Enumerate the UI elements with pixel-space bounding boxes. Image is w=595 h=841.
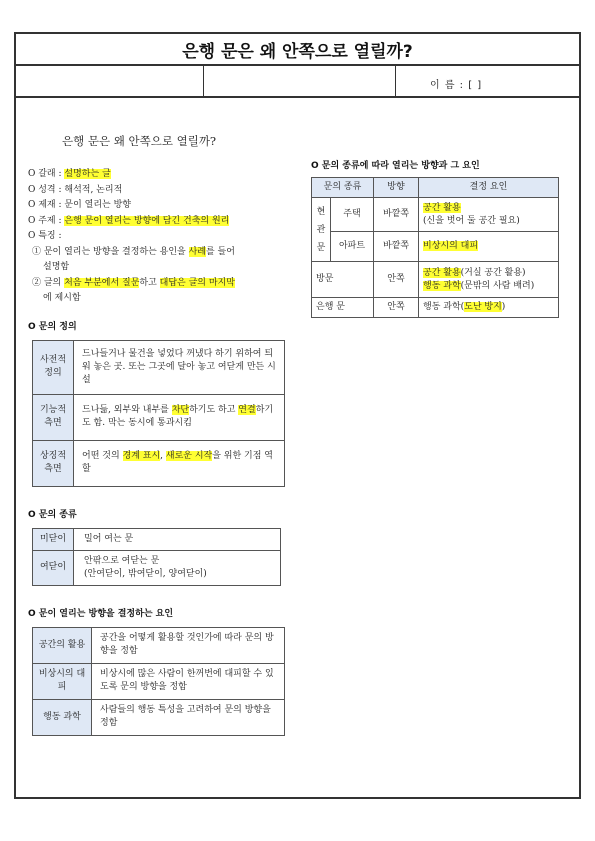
- topic-line: O 제재 : 문이 열리는 방향: [28, 200, 131, 210]
- definition-highlight: 새로운 시작: [165, 451, 213, 461]
- genre-value: 설명하는 글: [64, 169, 111, 179]
- types-table: [32, 528, 281, 586]
- type-key: 미닫이: [33, 528, 74, 550]
- factor-value: 공간을 어떻게 활용할 것인가에 따라 문의 방향을 정함: [92, 627, 285, 663]
- table-row: [33, 440, 285, 486]
- definition-text: 하기도 함. 막는 동시에 통과시킴: [82, 405, 274, 428]
- apartment-factor: [419, 232, 559, 262]
- col-header-type: 문의 종류: [312, 178, 374, 198]
- type-key: 여닫이: [33, 550, 74, 585]
- type-value: [74, 550, 281, 585]
- house-cell: 주택: [331, 198, 374, 232]
- definition-key: 사전적 정의: [33, 340, 74, 394]
- theme-line: [28, 214, 288, 230]
- worksheet-title: 은행 문은 왜 안쪽으로 열릴까?: [14, 32, 581, 66]
- room-cell: 방문: [312, 262, 374, 298]
- definition-key: 상징적 측면: [33, 440, 74, 486]
- theme-value: 은행 문이 열리는 방향에 담긴 건축의 원리: [64, 215, 230, 226]
- house-direction: 바깥쪽: [374, 198, 419, 232]
- feature-1-text: ① 문이 열리는 방향을 결정하는 용인을: [32, 246, 189, 257]
- bank-cell: 은행 문: [312, 298, 374, 318]
- table-row: [33, 663, 285, 699]
- definition-table: [32, 340, 285, 487]
- info-row: [14, 64, 581, 98]
- room-factor: [419, 262, 559, 298]
- name-field[interactable]: 이 름 : [ ]: [430, 80, 483, 91]
- factor-highlight: 비상시의 대피: [423, 241, 479, 251]
- definition-text: 을 위한 기점 역할: [82, 451, 273, 474]
- table-row: [33, 550, 281, 585]
- info-divider: [203, 66, 204, 96]
- factor-key: 행동 과학: [33, 699, 92, 735]
- by-type-table: [311, 177, 559, 318]
- definition-text: ,: [160, 451, 166, 461]
- factor-key: 공간의 활용: [33, 627, 92, 663]
- table-row: [33, 699, 285, 735]
- feature-1-cont: 설명함: [43, 262, 70, 272]
- table-row: [312, 262, 559, 298]
- factor-text: ): [501, 302, 506, 312]
- table-row: [33, 627, 285, 663]
- table-row: [312, 298, 559, 318]
- factor-text: (문밖의 사람 배려): [460, 280, 535, 291]
- definition-value: [74, 394, 285, 440]
- bank-direction: 안쪽: [374, 298, 419, 318]
- factors-heading: O 문이 열리는 방향을 결정하는 요인: [28, 608, 174, 619]
- nature-line: O 성격 : 해석적, 논리적: [28, 184, 123, 195]
- table-row: [33, 394, 285, 440]
- left-column: [28, 167, 288, 736]
- by-type-heading: O 문의 종류에 따라 열리는 방향과 그 요인: [311, 161, 480, 171]
- factor-value: 비상시에 많은 사람이 한꺼번에 대피할 수 있도록 문의 방향을 정함: [92, 663, 285, 699]
- table-row: [33, 528, 281, 550]
- bank-factor: [419, 298, 559, 318]
- factor-highlight: 공간 활용: [423, 202, 461, 213]
- type-value: 밀어 여는 문: [74, 528, 281, 550]
- feature-2-text: ② 글의: [32, 277, 65, 288]
- feature-2-cont: 에 제시함: [43, 293, 81, 303]
- entrance-cell: 현관문: [312, 198, 331, 262]
- col-header-factor: 결정 요인: [419, 178, 559, 198]
- definition-highlight: 경계 표시: [122, 451, 161, 461]
- definition-text: 드나듦, 외부와 내부를: [82, 405, 172, 415]
- feature-2-highlight: 대답은 글의 마지막: [159, 277, 235, 288]
- house-factor: [419, 198, 559, 232]
- feature-1-highlight: 사례: [188, 246, 206, 257]
- table-row: [33, 340, 285, 394]
- page-subtitle: 은행 문은 왜 안쪽으로 열릴까?: [62, 134, 217, 148]
- features-label: O 특징 :: [28, 231, 62, 241]
- info-divider: [395, 66, 396, 96]
- right-column: [311, 158, 561, 318]
- table-row: [312, 198, 559, 232]
- factor-text: 행동 과학(: [423, 302, 465, 312]
- table-row: [312, 232, 559, 262]
- feature-2-highlight: 처음 부분에서 질문: [64, 277, 140, 288]
- feature-1: [28, 245, 288, 261]
- table-row: [312, 178, 559, 198]
- genre-label: O 갈래 :: [28, 169, 65, 179]
- col-header-direction: 방향: [374, 178, 419, 198]
- room-direction: 안쪽: [374, 262, 419, 298]
- apartment-direction: 바깥쪽: [374, 232, 419, 262]
- type-value-line: (안여닫이, 밖여닫이, 양여닫이): [84, 568, 207, 579]
- definition-value: [74, 440, 285, 486]
- feature-2: [28, 276, 288, 292]
- factor-text: (거실 공간 활용): [460, 267, 526, 278]
- factor-highlight: 공간 활용: [423, 267, 461, 278]
- factor-key: 비상시의 대피: [33, 663, 92, 699]
- feature-2-text: 하고: [139, 277, 160, 288]
- genre-line: [28, 167, 288, 183]
- factor-highlight: 도난 방지: [464, 302, 502, 312]
- factor-value: 사람들의 행동 특성을 고려하여 문의 방향을 정함: [92, 699, 285, 735]
- type-value-line: 안팎으로 여닫는 문: [84, 555, 160, 566]
- apartment-cell: 아파트: [331, 232, 374, 262]
- definition-text: 하기도 하고: [189, 405, 239, 415]
- theme-label: O 주제 :: [28, 215, 65, 226]
- definition-highlight: 차단: [171, 405, 190, 415]
- types-heading: O 문의 종류: [28, 509, 77, 520]
- definition-key: 기능적 측면: [33, 394, 74, 440]
- factor-text: (신을 벗어 둘 공간 필요): [423, 215, 520, 226]
- definition-heading: O 문의 정의: [28, 321, 77, 332]
- definition-value: 드나들거나 물건을 넣었다 꺼냈다 하기 위하여 틔워 놓은 곳. 또는 그곳에 달아 놓고 여닫게 만든 시설: [74, 340, 285, 394]
- factor-highlight: 행동 과학: [423, 280, 461, 291]
- definition-highlight: 연결: [238, 405, 256, 415]
- factors-table: [32, 627, 285, 736]
- definition-text: 어떤 것의: [82, 451, 123, 461]
- feature-1-text: 를 들어: [205, 246, 235, 257]
